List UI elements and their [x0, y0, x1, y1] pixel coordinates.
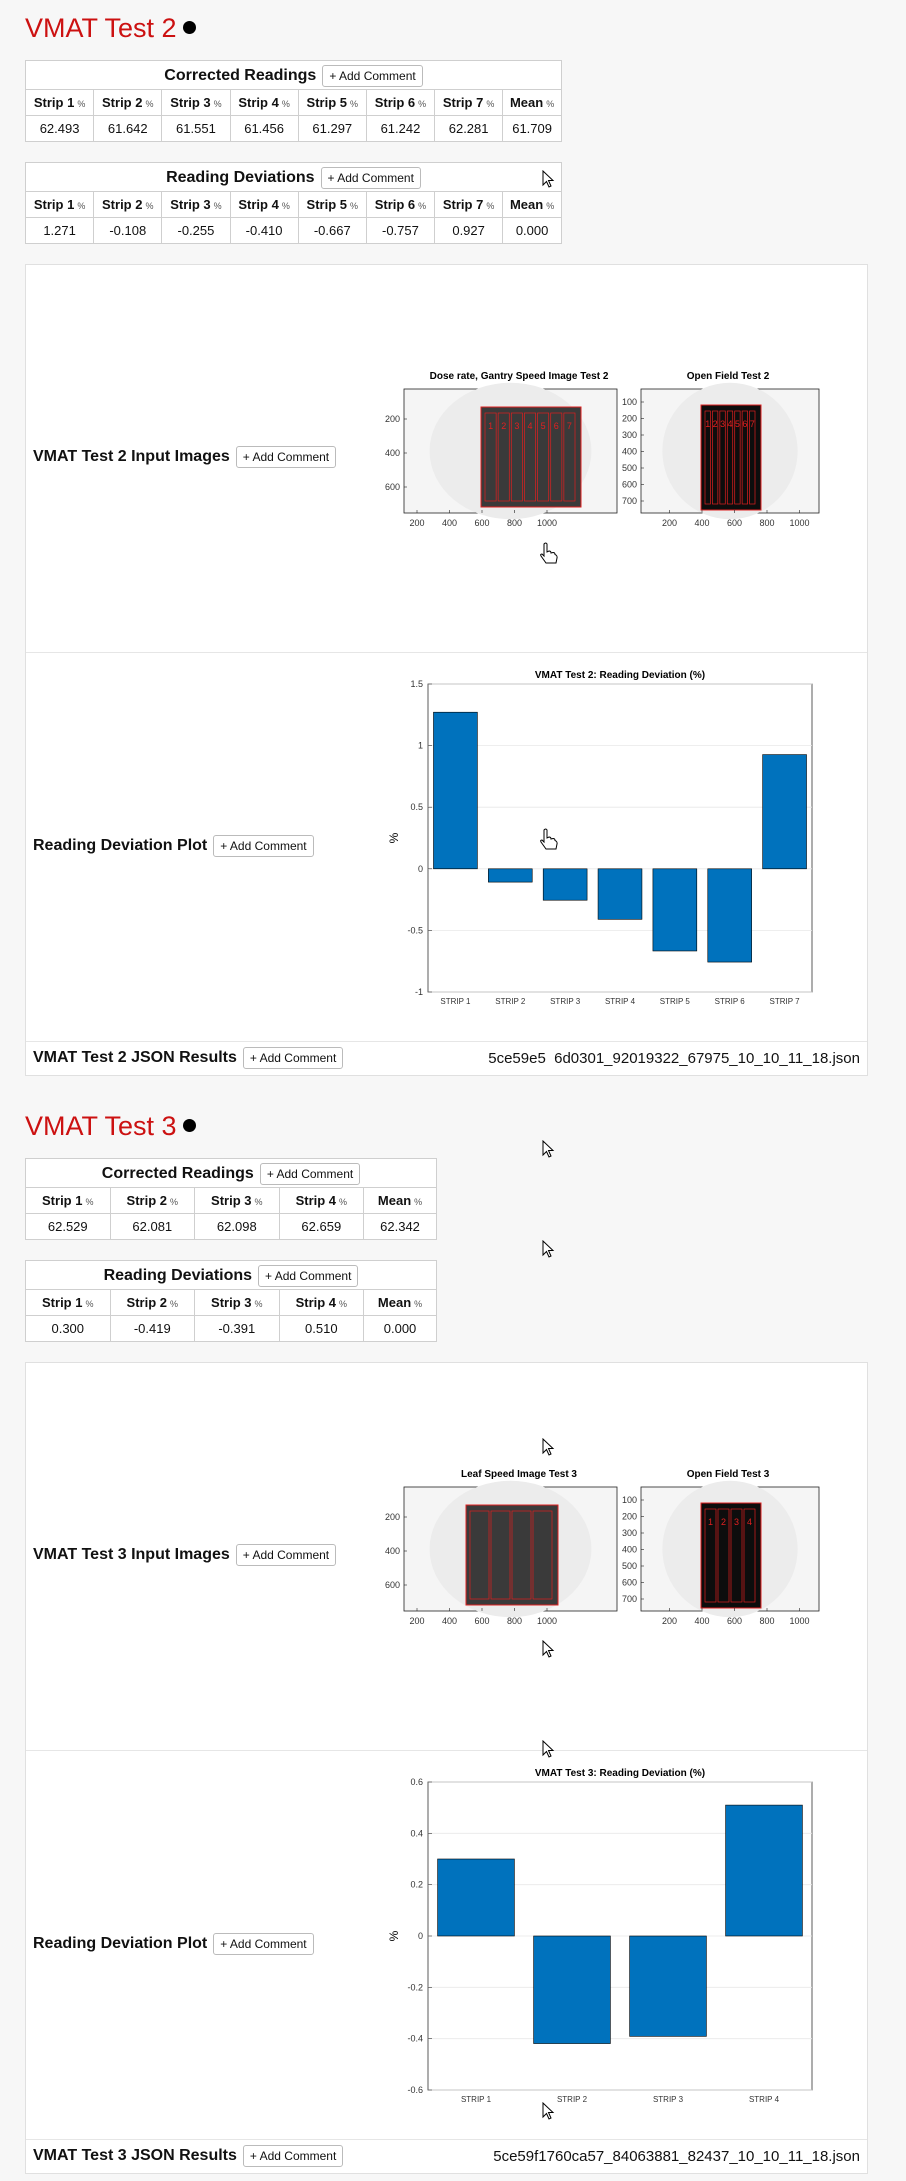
- column-header: [435, 90, 503, 116]
- strip-label: 3: [733, 1517, 740, 1527]
- strip-label: 6: [742, 419, 748, 429]
- x-tick-label: 200: [409, 1616, 425, 1626]
- y-tick-label: 0: [417, 863, 423, 874]
- table-cell: 62.342: [364, 1214, 437, 1240]
- input-image-2: [622, 1469, 819, 1626]
- table-cell: 0.927: [435, 218, 503, 244]
- x-tick-label: 600: [726, 1616, 743, 1626]
- table-cell: 61.456: [230, 116, 298, 142]
- table-caption-text: Corrected Readings: [101, 1165, 254, 1183]
- table-row: [26, 218, 562, 244]
- table-cell: 62.529: [26, 1214, 111, 1240]
- strip-label: 3: [514, 421, 520, 431]
- x-tick-label: STRIP 2: [495, 997, 526, 1006]
- table-cell: -0.757: [366, 218, 434, 244]
- strip-label: 6: [553, 421, 559, 431]
- column-header-label: Strip 3: [170, 197, 211, 212]
- x-tick-label: STRIP 2: [556, 2095, 588, 2104]
- unit-label: %: [486, 99, 495, 109]
- table-cell: 61.642: [94, 116, 162, 142]
- table-caption: [25, 1260, 437, 1289]
- y-tick-label: 0.6: [410, 1777, 423, 1787]
- image-title: Open Field Test 3: [686, 1469, 770, 1480]
- table-cell: 1.271: [26, 218, 94, 244]
- column-header: [364, 1290, 437, 1316]
- column-header-label: Strip 5: [306, 197, 347, 212]
- column-header: [230, 192, 298, 218]
- unit-label: %: [486, 201, 495, 211]
- bar: [543, 869, 587, 900]
- bar: [630, 1936, 707, 2036]
- strip-label: 2: [720, 1517, 727, 1527]
- column-header-label: Strip 4: [295, 1295, 337, 1310]
- bar: [598, 869, 642, 920]
- y-tick-label: 600: [621, 1577, 637, 1588]
- plot-area: [428, 684, 812, 992]
- y-tick-label: 200: [384, 1512, 400, 1522]
- unit-label: %: [85, 1197, 94, 1207]
- mouse-pointer-icon: [542, 1240, 556, 1260]
- y-tick-label: 0: [417, 1931, 423, 1941]
- x-tick-label: STRIP 1: [440, 997, 471, 1006]
- column-header: [366, 192, 434, 218]
- table-cell: 61.297: [298, 116, 366, 142]
- mouse-pointer-icon: [542, 170, 556, 190]
- strip-label: 7: [749, 419, 755, 429]
- y-tick-label: 200: [621, 1511, 637, 1522]
- y-tick-label: 1: [417, 740, 423, 751]
- y-tick-label: 400: [384, 1546, 400, 1556]
- y-tick-label: 1.5: [410, 679, 423, 689]
- y-tick-label: 700: [621, 496, 637, 506]
- column-header: [162, 90, 230, 116]
- column-header-label: Strip 4: [295, 1193, 337, 1208]
- y-tick-label: 0.2: [410, 1879, 423, 1890]
- json-results-row: [26, 1041, 867, 1075]
- column-header-label: Strip 2: [102, 95, 143, 110]
- column-header: [26, 1290, 111, 1316]
- column-header: [366, 90, 434, 116]
- column-header-label: Strip 6: [374, 197, 416, 212]
- hand-pointer-icon: [538, 828, 558, 852]
- table-row: [26, 116, 562, 142]
- column-header-label: Mean: [377, 1193, 412, 1208]
- table-caption-text: Reading Deviations: [103, 1267, 253, 1285]
- y-tick-label: -0.6: [407, 2085, 423, 2095]
- y-tick-label: 0.4: [410, 1828, 423, 1839]
- corrected-readings-table: [25, 60, 562, 142]
- x-tick-label: 1000: [789, 1616, 810, 1626]
- table-cell: 61.242: [366, 116, 434, 142]
- input-image-2: [622, 371, 819, 528]
- mouse-pointer-icon: [542, 1438, 556, 1458]
- unit-label: %: [77, 99, 86, 109]
- x-tick-label: 800: [506, 518, 523, 528]
- json-file-link[interactable]: 5ce59e5 6d0301_92019322_67975_10_10_11_18.json: [488, 1050, 860, 1067]
- column-header: [279, 1290, 364, 1316]
- column-header-label: Strip 3: [211, 1193, 252, 1208]
- table-cell: 61.709: [503, 116, 562, 142]
- test-title-text: VMAT Test 2: [25, 13, 177, 43]
- table-cell: 0.000: [364, 1316, 437, 1342]
- x-tick-label: 1000: [789, 518, 810, 528]
- strip-label: 4: [527, 421, 533, 431]
- column-header: [503, 192, 562, 218]
- strip-label: 3: [720, 419, 726, 429]
- x-tick-label: STRIP 4: [604, 997, 636, 1006]
- test-title: [25, 12, 196, 44]
- strip-label: 5: [540, 421, 546, 431]
- strip-label: 4: [727, 419, 733, 429]
- table-header-row: [26, 1290, 437, 1316]
- table-cell: -0.108: [94, 218, 162, 244]
- x-tick-label: 200: [409, 518, 425, 528]
- column-header: [110, 1290, 195, 1316]
- results-panel: [25, 1362, 868, 2174]
- row-label: [33, 2145, 343, 2167]
- table-header-row: [26, 192, 562, 218]
- bar: [708, 869, 752, 962]
- table-cell: 62.659: [279, 1214, 364, 1240]
- table-cell: -0.391: [195, 1316, 280, 1342]
- bar: [488, 869, 532, 882]
- json-results-row: [26, 2139, 867, 2173]
- add-comment-button[interactable]: + Add Comment: [322, 65, 422, 87]
- y-axis-label: %: [387, 1930, 401, 1942]
- x-tick-label: 600: [726, 518, 743, 528]
- image-title: Leaf Speed Image Test 3: [461, 1469, 577, 1480]
- table-caption: [25, 60, 562, 89]
- bar: [438, 1859, 515, 1936]
- column-header-label: Strip 1: [42, 1295, 83, 1310]
- row-label-text: VMAT Test 2 JSON Results: [33, 1049, 237, 1067]
- x-tick-label: 400: [441, 1616, 458, 1626]
- table-cell: 0.510: [279, 1316, 364, 1342]
- input-images-figure: [26, 1363, 867, 1750]
- corrected-readings-table: [25, 1158, 437, 1240]
- table-cell: 0.300: [26, 1316, 111, 1342]
- unit-label: %: [145, 201, 154, 211]
- y-axis-label: %: [387, 832, 401, 844]
- strip-label: 4: [746, 1517, 753, 1527]
- y-tick-label: 700: [621, 1594, 637, 1604]
- add-comment-button[interactable]: + Add Comment: [243, 2145, 343, 2167]
- column-header: [503, 90, 562, 116]
- x-tick-label: STRIP 5: [659, 997, 690, 1006]
- y-tick-label: 0.5: [410, 802, 423, 813]
- status-dot-icon: [183, 21, 196, 34]
- unit-label: %: [418, 201, 427, 211]
- column-header-label: Strip 1: [33, 197, 75, 212]
- json-file-link[interactable]: 5ce59f1760ca57_84063881_82437_10_10_11_18.json: [493, 2148, 860, 2165]
- column-header-label: Strip 6: [374, 95, 416, 110]
- unit-label: %: [339, 1197, 348, 1207]
- column-header-label: Strip 7: [442, 95, 484, 110]
- image-title: Dose rate, Gantry Speed Image Test 2: [429, 371, 609, 382]
- column-header: [195, 1188, 280, 1214]
- column-header-label: Strip 2: [102, 197, 143, 212]
- y-tick-label: -1: [414, 987, 423, 997]
- x-tick-label: 200: [661, 518, 678, 528]
- table-header-row: [26, 90, 562, 116]
- unit-label: %: [339, 1299, 348, 1309]
- column-header-label: Strip 5: [306, 95, 347, 110]
- y-tick-label: 600: [384, 1580, 400, 1590]
- table-cell: 62.081: [110, 1214, 195, 1240]
- strip-label: 1: [705, 419, 711, 429]
- x-tick-label: 600: [474, 518, 490, 528]
- test-title: [25, 1110, 196, 1142]
- bar: [763, 755, 807, 869]
- y-tick-label: 100: [621, 397, 637, 407]
- unit-label: %: [546, 99, 555, 109]
- deviation-plot-row: [26, 652, 867, 1042]
- table-cell: -0.410: [230, 218, 298, 244]
- deviation-plot-row: [26, 1750, 867, 2140]
- reading-deviation-chart: [26, 1750, 867, 2139]
- strip-label: 5: [734, 419, 740, 429]
- y-tick-label: -0.4: [407, 2033, 423, 2044]
- table-cell: 0.000: [503, 218, 562, 244]
- x-tick-label: STRIP 6: [714, 997, 745, 1006]
- mouse-pointer-icon: [542, 1640, 556, 1660]
- reading-deviation-chart: [26, 652, 867, 1041]
- mouse-pointer-icon: [542, 1740, 556, 1760]
- y-tick-label: 500: [621, 463, 637, 473]
- column-header-label: Mean: [509, 95, 544, 110]
- column-header-label: Strip 2: [126, 1193, 167, 1208]
- y-tick-label: 500: [621, 1561, 637, 1571]
- x-tick-label: 800: [759, 518, 775, 528]
- unit-label: %: [350, 99, 359, 109]
- y-tick-label: 300: [621, 430, 637, 440]
- unit-label: %: [350, 201, 359, 211]
- table-cell: -0.419: [110, 1316, 195, 1342]
- x-tick-label: STRIP 1: [460, 2095, 492, 2104]
- column-header: [435, 192, 503, 218]
- column-header-label: Strip 3: [211, 1295, 252, 1310]
- unit-label: %: [414, 1299, 423, 1309]
- column-header: [162, 192, 230, 218]
- strip-label: 2: [712, 419, 718, 429]
- column-header-label: Strip 1: [33, 95, 75, 110]
- unit-label: %: [170, 1299, 179, 1309]
- x-tick-label: 200: [661, 1616, 678, 1626]
- add-comment-button[interactable]: + Add Comment: [213, 835, 313, 857]
- unit-label: %: [254, 1299, 263, 1309]
- hand-pointer-icon: [538, 542, 558, 566]
- table-cell: 62.281: [435, 116, 503, 142]
- y-tick-label: 400: [384, 448, 400, 458]
- add-comment-button[interactable]: + Add Comment: [236, 1544, 336, 1566]
- column-header: [298, 90, 366, 116]
- add-comment-button[interactable]: + Add Comment: [213, 1933, 313, 1955]
- x-tick-label: 800: [759, 1616, 775, 1626]
- y-tick-label: 200: [384, 414, 400, 424]
- column-header-label: Strip 4: [238, 95, 279, 110]
- table-cell: 62.098: [195, 1214, 280, 1240]
- unit-label: %: [418, 99, 427, 109]
- unit-label: %: [213, 201, 222, 211]
- column-header: [94, 90, 162, 116]
- column-header-label: Strip 3: [170, 95, 211, 110]
- strip-label: 2: [501, 421, 507, 431]
- column-header: [110, 1188, 195, 1214]
- table-header-row: [26, 1188, 437, 1214]
- column-header: [298, 192, 366, 218]
- image-title: Open Field Test 2: [686, 371, 770, 382]
- unit-label: %: [254, 1197, 263, 1207]
- column-header-label: Mean: [377, 1295, 412, 1310]
- table-row: [26, 1214, 437, 1240]
- input-image-1: [385, 371, 617, 528]
- status-dot-icon: [183, 1119, 196, 1132]
- unit-label: %: [85, 1299, 94, 1309]
- input-images-row: [26, 1363, 867, 1751]
- x-tick-label: 800: [506, 1616, 523, 1626]
- x-tick-label: STRIP 4: [748, 2095, 780, 2104]
- test-title-text: VMAT Test 3: [25, 1111, 177, 1141]
- column-header-label: Strip 1: [42, 1193, 83, 1208]
- unit-label: %: [145, 99, 154, 109]
- column-header: [26, 192, 94, 218]
- y-tick-label: 200: [621, 413, 637, 424]
- add-comment-button[interactable]: + Add Comment: [260, 1163, 360, 1185]
- column-header-label: Strip 4: [238, 197, 279, 212]
- results-panel: [25, 264, 868, 1076]
- table-caption: [25, 1158, 437, 1187]
- column-header: [94, 192, 162, 218]
- chart-title: VMAT Test 2: Reading Deviation (%): [534, 670, 706, 681]
- table-cell: -0.667: [298, 218, 366, 244]
- unit-label: %: [546, 201, 555, 211]
- column-header: [26, 90, 94, 116]
- reading-deviations-table: [25, 162, 562, 244]
- unit-label: %: [213, 99, 222, 109]
- y-tick-label: 600: [621, 479, 637, 490]
- unit-label: %: [414, 1197, 423, 1207]
- y-tick-label: 100: [621, 1495, 637, 1505]
- bar: [726, 1805, 803, 1936]
- strip-label: 1: [488, 421, 494, 431]
- x-tick-label: 600: [474, 1616, 490, 1626]
- table-row: [26, 1316, 437, 1342]
- table-caption-text: Reading Deviations: [166, 169, 315, 187]
- x-tick-label: 400: [694, 518, 710, 528]
- chart-title: VMAT Test 3: Reading Deviation (%): [534, 1768, 706, 1779]
- column-header-label: Strip 2: [126, 1295, 167, 1310]
- y-tick-label: 600: [384, 482, 400, 492]
- bar: [534, 1936, 611, 2044]
- row-label-text: Reading Deviation Plot: [33, 837, 208, 855]
- add-comment-button[interactable]: + Add Comment: [236, 446, 336, 468]
- row-label-text: Reading Deviation Plot: [33, 1935, 208, 1953]
- column-header: [195, 1290, 280, 1316]
- add-comment-button[interactable]: + Add Comment: [258, 1265, 358, 1287]
- reading-deviations-table: [25, 1260, 437, 1342]
- y-tick-label: 300: [621, 1528, 637, 1538]
- column-header: [279, 1188, 364, 1214]
- table-caption-text: Corrected Readings: [164, 67, 317, 85]
- column-header-label: Mean: [509, 197, 544, 212]
- unit-label: %: [77, 201, 86, 211]
- table-caption: [25, 162, 562, 191]
- row-label: [33, 1047, 343, 1069]
- y-tick-label: -0.5: [407, 925, 423, 936]
- row-label-text: VMAT Test 3 JSON Results: [33, 2147, 237, 2165]
- x-tick-label: 1000: [536, 518, 558, 528]
- y-tick-label: 400: [621, 446, 637, 457]
- input-images-figure: [26, 265, 867, 652]
- table-cell: 62.493: [26, 116, 94, 142]
- mouse-pointer-icon: [542, 2102, 556, 2122]
- x-tick-label: 1000: [536, 1616, 558, 1626]
- add-comment-button[interactable]: + Add Comment: [243, 1047, 343, 1069]
- y-tick-label: -0.2: [407, 1982, 423, 1993]
- column-header-label: Strip 7: [442, 197, 484, 212]
- table-cell: 61.551: [162, 116, 230, 142]
- strip-label: 1: [707, 1517, 714, 1527]
- add-comment-button[interactable]: + Add Comment: [321, 167, 421, 189]
- x-tick-label: 400: [694, 1616, 710, 1626]
- x-tick-label: STRIP 3: [550, 997, 581, 1006]
- input-image-1: [385, 1469, 617, 1626]
- unit-label: %: [170, 1197, 179, 1207]
- mouse-pointer-icon: [542, 1140, 556, 1160]
- x-tick-label: 400: [441, 518, 458, 528]
- input-images-row: [26, 265, 867, 653]
- unit-label: %: [281, 201, 290, 211]
- bar: [433, 712, 477, 869]
- bar: [653, 869, 697, 951]
- strip-label: 7: [566, 421, 572, 431]
- table-cell: -0.255: [162, 218, 230, 244]
- y-tick-label: 400: [621, 1544, 637, 1555]
- x-tick-label: STRIP 3: [652, 2095, 684, 2104]
- column-header: [364, 1188, 437, 1214]
- row-label-text: VMAT Test 3 Input Images: [33, 1546, 230, 1564]
- unit-label: %: [281, 99, 290, 109]
- x-tick-label: STRIP 7: [769, 997, 800, 1006]
- column-header: [230, 90, 298, 116]
- column-header: [26, 1188, 111, 1214]
- row-label-text: VMAT Test 2 Input Images: [33, 448, 230, 466]
